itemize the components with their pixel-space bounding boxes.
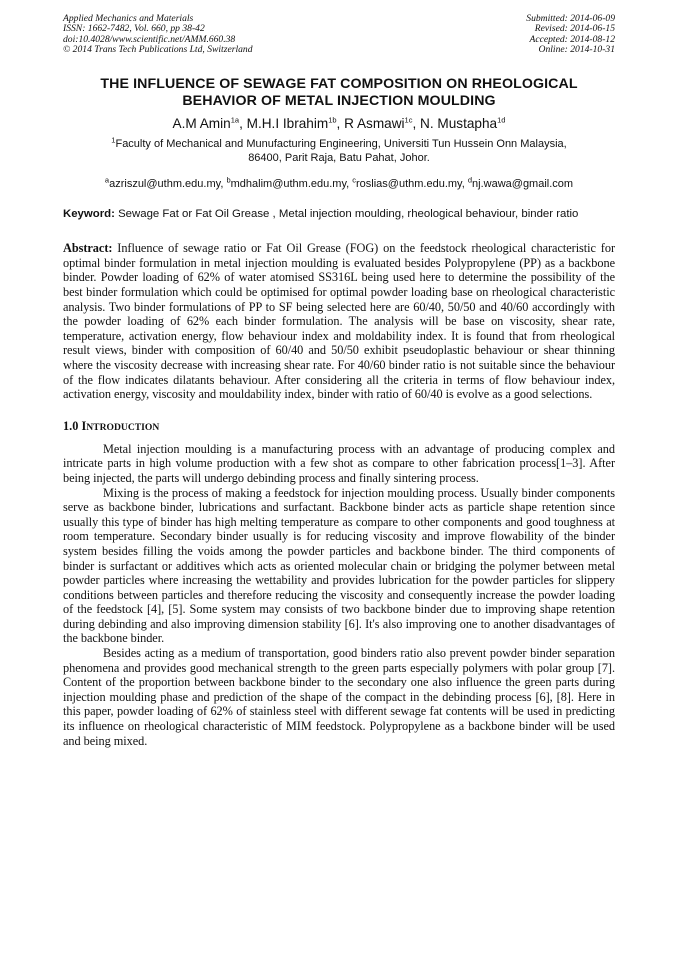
author-sup: 1c [404, 115, 413, 125]
date-revised: Revised: 2014-06-15 [534, 23, 615, 35]
email-link[interactable]: azriszul@uthm.edu.my [109, 177, 221, 190]
submission-dates [526, 14, 615, 56]
email-sup: b [226, 174, 231, 184]
paper-title-line: BEHAVIOR OF METAL INJECTION MOULDING [182, 92, 496, 109]
author-name: M.H.I Ibrahim [246, 115, 329, 131]
date-online: Online: 2014-10-31 [538, 44, 615, 56]
paper-title-line: THE INFLUENCE OF SEWAGE FAT COMPOSITION ON RHEOLOGICAL [100, 75, 578, 92]
keywords-text: Sewage Fat or Fat Oil Grease , Metal injection moulding, rheological behaviour, binder ratio [114, 207, 579, 220]
author-name: A.M Amin [172, 115, 231, 131]
author-name: N. Mustapha [420, 115, 498, 131]
journal-name: Applied Mechanics and Materials [63, 13, 194, 24]
email-sup: c [352, 174, 356, 184]
section-initial: I [81, 418, 87, 433]
keywords-label: Keyword: [63, 207, 115, 220]
body-paragraph: Mixing is the process of making a feedstock for injection moulding process. Usually binder components serve as backbone binder, lubrications and surfactant. Backbone binder acts as particle shape retention since usually this type of binder has high melting temperature as compare to other components and good toughness at room temperature. Secondary binder usually is for reducing viscosity and improve flowability of the binder system besides filling the voids among the powder particles and backbone binder. The third components of binder is surfactant or additives which acts as oriented molecular chain or bridging the polymer between metal powder particles where increasing the wettability and provides lubrication for the powder particles for slippery conditions between particles and therefore reducing the viscosity and consequently increase the powder loading of the feedstock [4], [5]. Some system may consists of two backbone binder due to improving shape retention during debinding and also improving dimension stability [6]. It's also improving one to another disadvantages of the backbone binder. [63, 485, 615, 646]
journal-copyright: © 2014 Trans Tech Publications Ltd, Switzerland [63, 44, 253, 56]
date-submitted: Submitted: 2014-06-09 [526, 13, 615, 24]
author-sup: 1d [497, 115, 506, 125]
section-number: 1.0 [63, 418, 82, 433]
keywords [63, 207, 615, 222]
journal-issn: ISSN: 1662-7482, Vol. 660, pp 38-42 [63, 23, 205, 35]
abstract [63, 241, 615, 402]
author-name: R Asmawi [344, 115, 405, 131]
journal-info [63, 14, 253, 56]
abstract-text: Influence of sewage ratio or Fat Oil Grease (FOG) on the feedstock rheological characteristic for optimal binder formulation in metal injection moulding is evaluated besides Polypropylene (PP) as a backbone binder. Powder loading of 62% of water atomised SS316L being used here to determine the possibility of the best binder formulation which could be optimised for optimal powder loading base on rheological characteristic analysis. Two binder formulations of PP to SF being selected here are 60/40, 50/50 and 40/60 accordingly with the powder loading of 62% each binder formulation. The analysis will be base on viscosity, shear rate, temperature, activation energy, flow behaviour index and moldability index. It is found that from rheological result views, binder with composition of 60/40 and 50/50 exhibit pseudoplastic behaviour or shear thinning where the viscosity decrease with increasing shear rate. For 40/60 binder ratio is not suitable since the behaviour of the flow indicates dilatants behaviour. After considering all the criteria in terms of flow behaviour index, activation energy, viscosity and mouldability index, binder with ratio of 60/40 is evolve as a good selections. [63, 241, 615, 402]
email-sup: d [467, 174, 473, 184]
body-paragraph: Metal injection moulding is a manufacturing process with an advantage of producing complex and intricate parts in high volume production with a few shot as compare to other fabrication process[1–3]. After being injected, the parts will undergo debinding process and finally sintering process. [63, 441, 615, 485]
affiliation-sup: 1 [111, 134, 116, 144]
abstract-label: Abstract: [63, 241, 113, 256]
email-link[interactable]: mdhalim@uthm.edu.my [230, 177, 347, 190]
journal-doi: doi:10.4028/www.scientific.net/AMM.660.38 [63, 33, 236, 45]
journal-header [63, 14, 615, 56]
author-list: A.M Amin$^{1a}$, M.H.I Ibrahim$^{1b}$, R Asmawi$^{1c}$, N. Mustapha$^{1d}$ [172, 115, 506, 131]
email-link[interactable]: nj.wawa@gmail.com [472, 177, 574, 190]
email-link[interactable]: roslias@uthm.edu.my [356, 177, 462, 190]
section-name: NTRODUCTION [86, 421, 160, 433]
author-sup: 1a [230, 115, 240, 125]
section-heading-introduction [63, 419, 615, 435]
author-sup: 1b [328, 115, 337, 125]
email-sup: a [104, 174, 110, 184]
author-emails: $^a$azriszul@uthm.edu.my, $^b$mdhalim@uthm.edu.my, $^c$roslias@uthm.edu.my, $^d$nj.wawa@gmail.com [104, 174, 574, 190]
date-accepted: Accepted: 2014-08-12 [529, 33, 615, 45]
paper-page [63, 14, 615, 748]
affiliation-line: 86400, Parit Raja, Batu Pahat, Johor. [248, 152, 430, 165]
body-paragraph: Besides acting as a medium of transportation, good binders ratio also prevent powder binder separation phenomena and provides good mechanical strength to the green parts especially polymers with polar group [7]. Content of the proportion between backbone binder to the secondary one also influence the green parts during injection moulding phase and prediction of the shape of the compact in the debinding process [6], [8]. Here in this paper, powder loading of 62% of stainless steel with different sewage fat contents will be used in predicting its influence on rheological characteristic of MIM feedstock. Polypropylene as a backbone binder will be used and being mixed. [63, 646, 615, 748]
affiliation-line: Faculty of Mechanical and Munufacturing Engineering, Universiti Tun Hussein Onn Malaysia, [115, 137, 567, 150]
paper-title [63, 76, 615, 110]
affiliation [63, 134, 615, 166]
